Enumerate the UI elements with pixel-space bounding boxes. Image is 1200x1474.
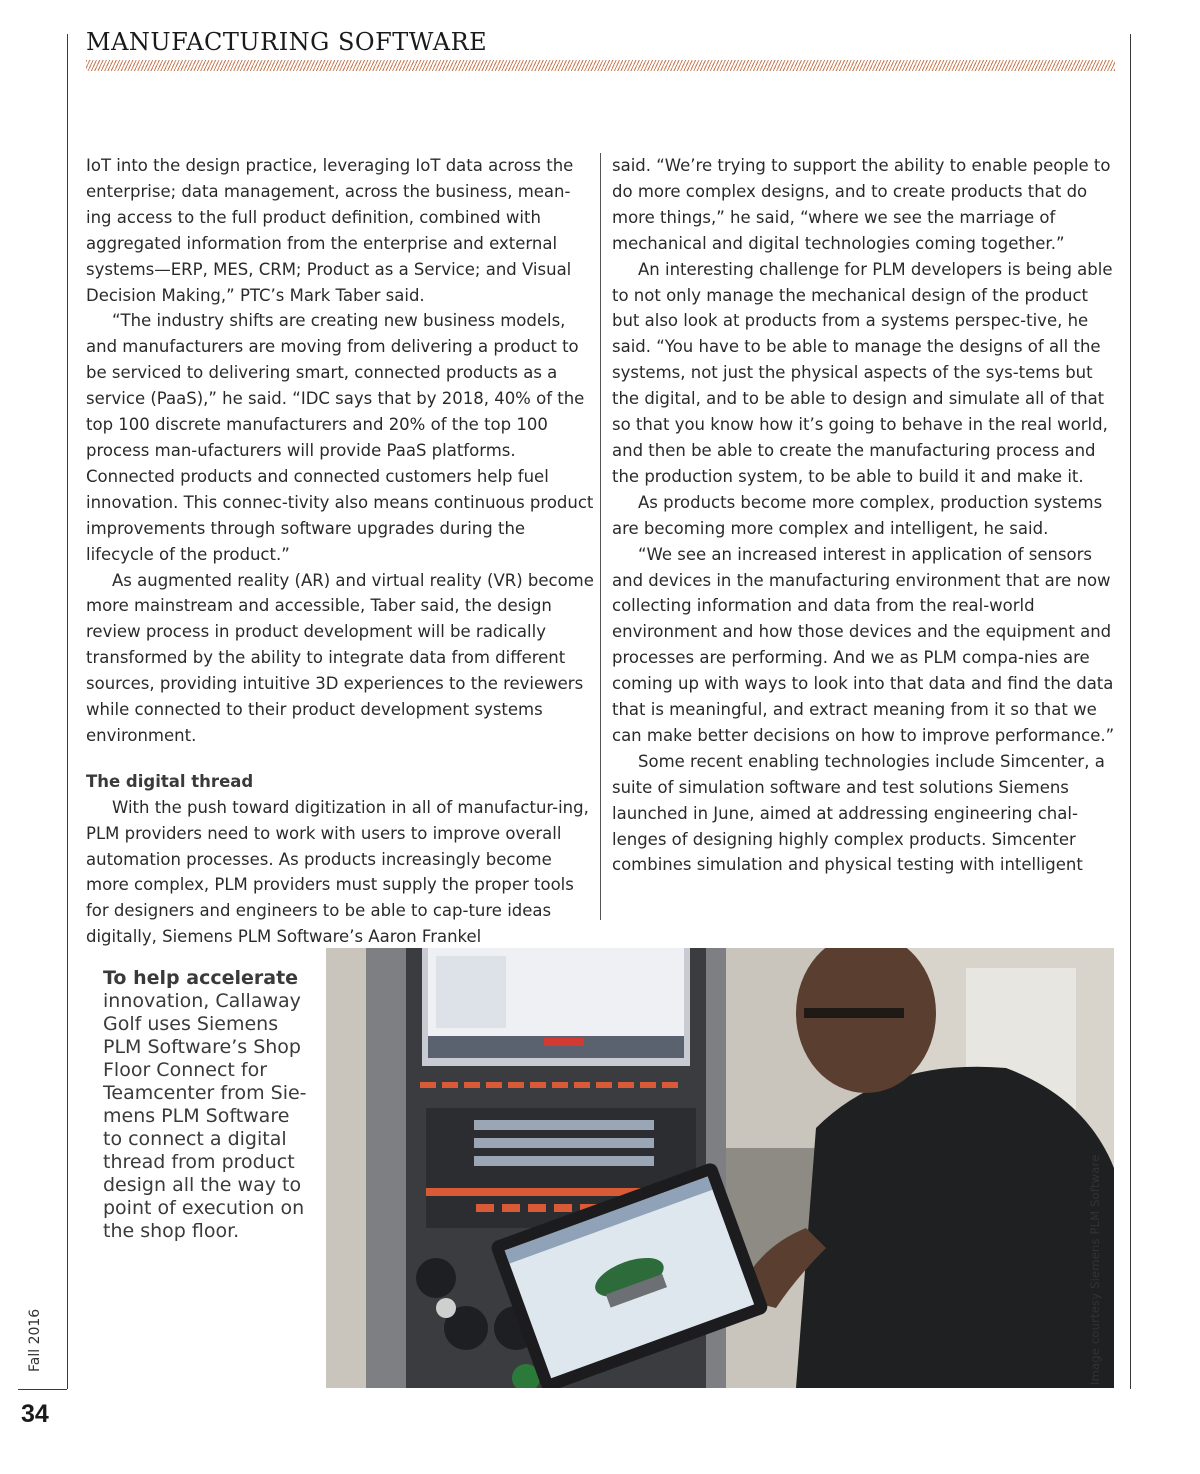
caption-lead: To help accelerate [103, 967, 299, 989]
photo-credit: Image courtesy Siemens PLM Software [1088, 1154, 1102, 1385]
caption-body: innovation, Callaway Golf uses Siemens PLM Software’s Shop Floor Connect for Teamcenter from Sie-mens PLM Software to connect a digital thread from product design all the way to point of execution on the shop floor. [103, 990, 307, 1242]
paragraph: “The industry shifts are creating new business models, and manufacturers are moving from delivering a product to be serviced to delivering smart, connected products as a service (PaaS),” he said. “IDC says that by 2018, 40% of the top 100 discrete manufacturers and 20% of the top 100 process man-ufacturers will provide PaaS platforms. Connected products and connected customers help fuel innovation. This connec-tivity also means continuous product improvements through software upgrades during the lifecycle of the product.” [86, 311, 594, 564]
paragraph: An interesting challenge for PLM developers is being able to not only manage the mechanical design of the product but also look at products from a systems perspec-tive, he said. “You have to be able to manage the designs of all the systems, not just the physical aspects of the sys-tems but the digital, and to be able to design and simulate all of that so that you know how it’s going to behave in the real world, and then be able to create the manufacturing process and the production system, to be able to build it and make it. [612, 259, 1113, 486]
page-number: 34 [21, 1400, 49, 1428]
issue-date: Fall 2016 [27, 1308, 43, 1372]
paragraph: said. “We’re trying to support the ability to enable people to do more complex designs, and to create products that do more things,” he said, “where we see the marriage of mechanical and digital technologies coming together.” [612, 156, 1111, 253]
subheading: The digital thread [86, 771, 254, 791]
header-hatch-divider [86, 60, 1115, 71]
paragraph: As augmented reality (AR) and virtual reality (VR) become more mainstream and accessible, Taber said, the design review process in product development will be radically transformed by the ability to integrate data from different sources, providing intuitive 3D experiences to the reviewers while connected to their product development systems environment. [86, 570, 594, 745]
paragraph: “We see an increased interest in application of sensors and devices in the manufacturing environment that are now collecting information and data from the real-world environment and how those devices and the equipment and processes are performing. And we as PLM compa-nies are coming up with ways to look into that data and find the data that is meaningful, and extract meaning from it so that we can make better decisions on how to improve performance.” [612, 544, 1115, 745]
paragraph: As products become more complex, production systems are becoming more complex and intelligent, he said. [612, 492, 1103, 538]
article-right-column [612, 153, 1117, 878]
article-photo [326, 948, 1114, 1388]
column-divider [600, 153, 601, 920]
photo-caption [103, 967, 313, 1243]
left-margin-rule [67, 34, 68, 1389]
right-margin-rule [1130, 34, 1131, 1389]
paragraph: IoT into the design practice, leveraging IoT data across the enterprise; data management, across the business, mean-ing access to the full product definition, combined with aggregated information from the enterprise and external systems—ERP, MES, CRM; Product as a Service; and Visual Decision Making,” PTC’s Mark Taber said. [86, 156, 574, 305]
photo-illustration [326, 948, 1114, 1388]
folio-rule [18, 1389, 67, 1390]
section-title: MANUFACTURING SOFTWARE [86, 28, 488, 56]
article-left-column [86, 153, 594, 950]
paragraph: Some recent enabling technologies include Simcenter, a suite of simulation software and test solutions Siemens launched in June, aimed at addressing engineering chal-lenges of designing highly complex products. Simcenter combines simulation and physical testing with intelligent [612, 751, 1105, 875]
paragraph: With the push toward digitization in all of manufactur-ing, PLM providers need to work with users to improve overall automation processes. As products increasingly become more complex, PLM providers must supply the proper tools for designers and engineers to be able to cap-ture ideas digitally, Siemens PLM Software’s Aaron Frankel [86, 797, 589, 947]
